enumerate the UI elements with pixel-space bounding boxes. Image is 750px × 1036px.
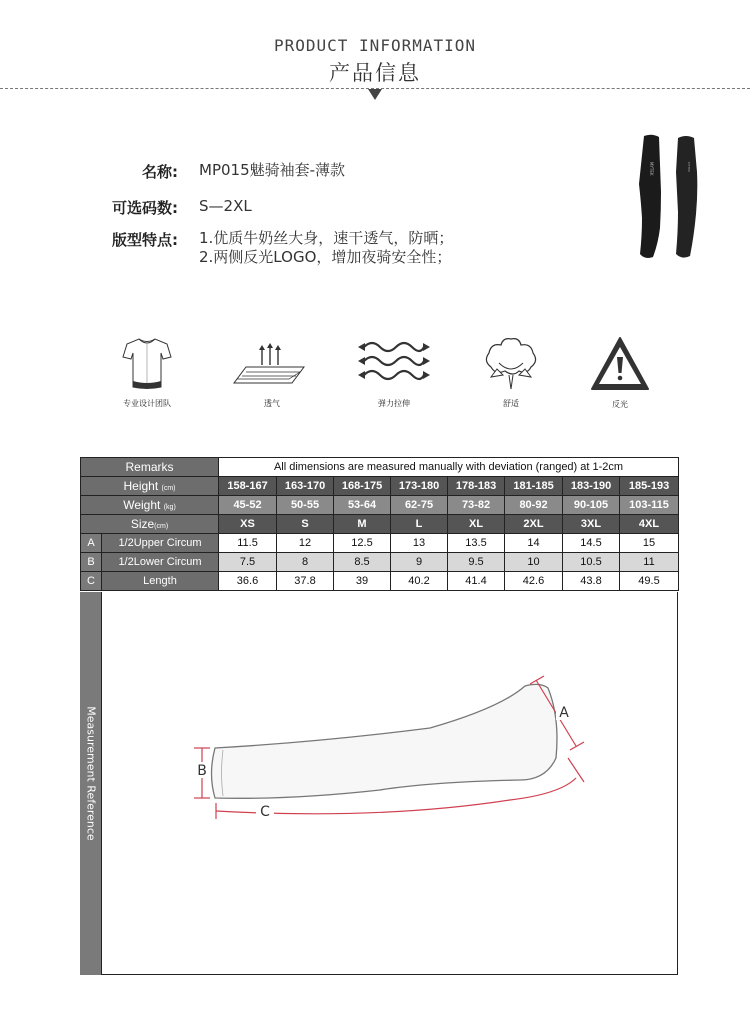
- weight-cell: 80-92: [505, 496, 563, 515]
- size-range-value: S—2XL: [199, 197, 252, 215]
- row-index: A: [81, 534, 102, 553]
- height-cell: 173-180: [391, 477, 448, 496]
- reflective-warning-icon: [590, 335, 650, 391]
- size-row: [81, 515, 679, 534]
- row-label: 1/2Upper Circum: [102, 534, 219, 553]
- feature-item-team: [97, 335, 197, 409]
- value-cell: 9.5: [448, 553, 505, 572]
- size-cell: XL: [448, 515, 505, 534]
- size-cell: 3XL: [563, 515, 620, 534]
- value-cell: 42.6: [505, 572, 563, 591]
- size-chart-table: [80, 457, 679, 591]
- row-label: 1/2Lower Circum: [102, 553, 219, 572]
- height-unit: (cm): [161, 485, 176, 492]
- value-cell: 12: [277, 534, 334, 553]
- feature-item-comfort: [461, 335, 561, 409]
- size-cell: S: [277, 515, 334, 534]
- jersey-icon: [121, 335, 173, 390]
- stretch-icon: [354, 335, 434, 390]
- feature-item-stretch: [344, 335, 444, 409]
- height-cell: 168-175: [334, 477, 391, 496]
- size-range-label: 可选码数:: [112, 199, 178, 217]
- svg-text:MYTEK: MYTEK: [649, 162, 654, 176]
- weight-cell: 50-55: [277, 496, 334, 515]
- size-cell: XS: [219, 515, 277, 534]
- value-cell: 36.6: [219, 572, 277, 591]
- feature-label-comfort: 舒适: [503, 399, 519, 408]
- measure-row-a: [81, 534, 679, 553]
- value-cell: 14.5: [563, 534, 620, 553]
- feature-label-team: 专业设计团队: [123, 399, 171, 408]
- height-label-cell: [81, 477, 219, 496]
- measurement-side-text: [80, 592, 101, 975]
- value-cell: 43.8: [563, 572, 620, 591]
- breathable-icon: [232, 335, 312, 390]
- value-cell: 9: [391, 553, 448, 572]
- svg-text:MYTEK: MYTEK: [687, 162, 691, 173]
- label-a: A: [559, 705, 569, 721]
- remarks-label: Remarks: [81, 458, 219, 477]
- value-cell: 8: [277, 553, 334, 572]
- size-cell: 4XL: [620, 515, 679, 534]
- feature-item-reflective: [570, 335, 670, 410]
- remarks-row: [81, 458, 679, 477]
- size-unit: (cm): [154, 523, 169, 530]
- value-cell: 10.5: [563, 553, 620, 572]
- label-b: B: [197, 763, 207, 779]
- value-cell: 11: [620, 553, 679, 572]
- weight-unit: (kg): [163, 504, 176, 511]
- feature-line-2: 2.两侧反光LOGO，增加夜骑安全性；: [199, 248, 452, 266]
- height-cell: 163-170: [277, 477, 334, 496]
- value-cell: 37.8: [277, 572, 334, 591]
- height-cell: 183-190: [563, 477, 620, 496]
- measure-row-c: [81, 572, 679, 591]
- feature-label: 版型特点:: [112, 231, 178, 249]
- product-image: [634, 132, 702, 260]
- height-cell: 158-167: [219, 477, 277, 496]
- value-cell: 7.5: [219, 553, 277, 572]
- name-label: 名称:: [142, 163, 178, 181]
- value-cell: 14: [505, 534, 563, 553]
- weight-cell: 45-52: [219, 496, 277, 515]
- height-label: Height: [123, 479, 159, 493]
- value-cell: 39: [334, 572, 391, 591]
- weight-cell: 90-105: [563, 496, 620, 515]
- weight-cell: 73-82: [448, 496, 505, 515]
- size-label-cell: [81, 515, 219, 534]
- header-arrow-icon: [368, 89, 382, 100]
- feature-label-reflective: 反光: [612, 400, 628, 409]
- value-cell: 49.5: [620, 572, 679, 591]
- remarks-text: All dimensions are measured manually with deviation (ranged) at 1-2cm: [219, 458, 679, 477]
- feature-label-stretch: 弹力拉伸: [378, 399, 410, 408]
- size-label: Size: [130, 517, 155, 531]
- height-cell: 178-183: [448, 477, 505, 496]
- value-cell: 40.2: [391, 572, 448, 591]
- header-title-en: PRODUCT INFORMATION: [273, 36, 477, 55]
- measure-row-b: [81, 553, 679, 572]
- weight-cell: 53-64: [334, 496, 391, 515]
- measurement-reference-label: Measurement Reference: [84, 706, 97, 841]
- weight-cell: 62-75: [391, 496, 448, 515]
- value-cell: 8.5: [334, 553, 391, 572]
- feature-item-breathable: [222, 335, 322, 409]
- value-cell: 41.4: [448, 572, 505, 591]
- row-label: Length: [102, 572, 219, 591]
- value-cell: 11.5: [219, 534, 277, 553]
- value-cell: 13.5: [448, 534, 505, 553]
- weight-label-cell: [81, 496, 219, 515]
- feature-label-breathable: 透气: [264, 399, 280, 408]
- row-index: B: [81, 553, 102, 572]
- height-cell: 185-193: [620, 477, 679, 496]
- size-cell: M: [334, 515, 391, 534]
- row-index: C: [81, 572, 102, 591]
- value-cell: 13: [391, 534, 448, 553]
- sleeve-diagram: [180, 670, 600, 830]
- weight-label: Weight: [123, 498, 161, 512]
- size-cell: 2XL: [505, 515, 563, 534]
- feature-line-1: 1.优质牛奶丝大身，速干透气，防晒；: [199, 229, 454, 247]
- cotton-icon: [481, 335, 541, 390]
- value-cell: 12.5: [334, 534, 391, 553]
- value-cell: 10: [505, 553, 563, 572]
- header-title-cn: 产品信息: [329, 61, 421, 85]
- value-cell: 15: [620, 534, 679, 553]
- size-cell: L: [391, 515, 448, 534]
- height-row: [81, 477, 679, 496]
- height-cell: 181-185: [505, 477, 563, 496]
- label-c: C: [260, 804, 270, 820]
- sleeve-outline: [212, 684, 558, 798]
- name-value: MP015魅骑袖套-薄款: [199, 161, 346, 179]
- weight-cell: 103-115: [620, 496, 679, 515]
- weight-row: [81, 496, 679, 515]
